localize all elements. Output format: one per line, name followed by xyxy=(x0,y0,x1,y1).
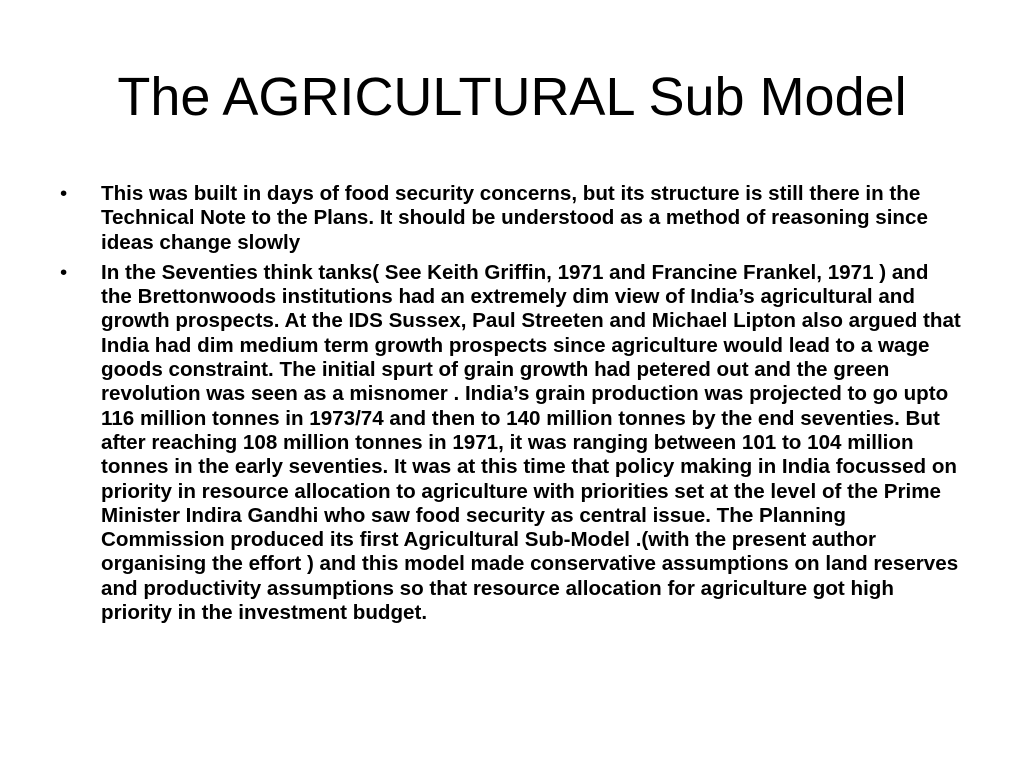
bullet-text: In the Seventies think tanks( See Keith Griffin, 1971 and Francine Frankel, 1971 ) and the Brettonwoods institutions had an extremely dim view of India’s agricultural and growth prospects. At the IDS Sussex, Paul Streeten and Michael Lipton also argued that India had dim medium term growth prospects since agriculture would lead to a wage goods constraint. The initial spurt of grain growth had petered out and the green revolution was seen as a misnomer . India’s grain production was projected to go upto 116 million tonnes in 1973/74 and then to 140 million tonnes by the end seventies. But after reaching 108 million tonnes in 1971, it was ranging between 101 to 104 million tonnes in the early seventies. It was at this time that policy making in India focussed on priority in resource allocation to agriculture with priorities set at the level of the Prime Minister Indira Gandhi who saw food security as central issue. The Planning Commission produced its first Agricultural Sub-Model .(with the present author organising the effort ) and this model made conservative assumptions on land reserves and productivity assumptions so that resource allocation for agriculture got high priority in the investment budget. xyxy=(101,260,961,625)
bullet-marker: • xyxy=(60,260,68,284)
bullet-list xyxy=(60,182,964,631)
bullet-text: This was built in days of food security concerns, but its structure is still there in the Technical Note to the Plans. It should be understood as a method of reasoning since ideas change slowly xyxy=(101,182,928,254)
bullet-item-seventies xyxy=(60,261,964,625)
bullet-marker: • xyxy=(60,182,68,205)
slide-title: The AGRICULTURAL Sub Model xyxy=(117,67,907,127)
bullet-item-food-security xyxy=(60,182,964,255)
